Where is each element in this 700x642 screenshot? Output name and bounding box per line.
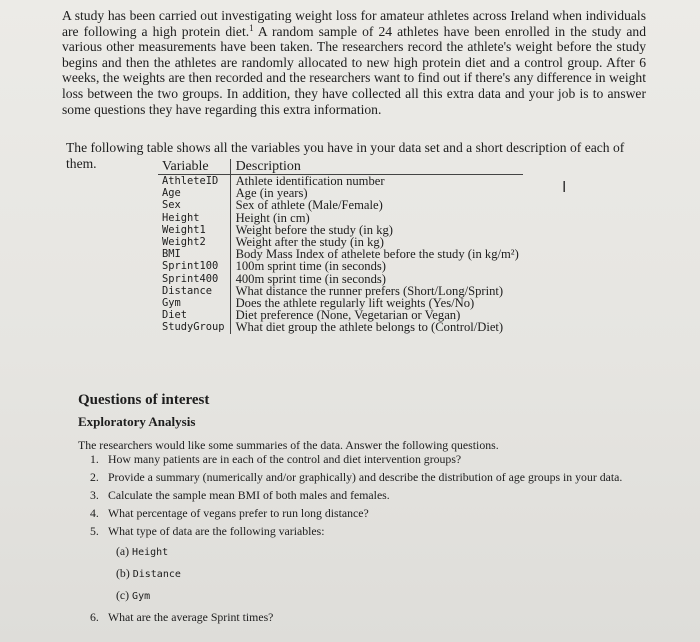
text-cursor-icon: I: [562, 178, 567, 196]
sub-question-variable: Height: [132, 547, 169, 558]
table-row: [158, 212, 523, 224]
variable-name: Distance: [162, 284, 213, 297]
variable-description: 400m sprint time (in seconds): [230, 273, 523, 285]
sub-question-label: (a): [116, 544, 130, 558]
sub-question-variable: Gym: [132, 591, 151, 602]
variable-name: Weight1: [162, 223, 206, 236]
question-text: What type of data are the following variables:: [108, 524, 325, 538]
variable-description: Weight before the study (in kg): [230, 224, 523, 236]
questions-intro-text: The researchers would like some summaries of the data. Answer the following questions.: [78, 438, 499, 452]
variable-description: Weight after the study (in kg): [230, 236, 523, 248]
variable-name: Diet: [162, 309, 188, 322]
question-text: Provide a summary (numerically and/or graphically) and describe the distribution of age groups in your data.: [108, 470, 623, 484]
sub-question-item: [116, 589, 630, 603]
question-text: How many patients are in each of the control and diet intervention groups?: [108, 452, 462, 466]
question-text: Calculate the sample mean BMI of both males and females.: [108, 488, 390, 502]
question-text: What percentage of vegans prefer to run long distance?: [108, 506, 369, 520]
variable-name: Height: [162, 211, 200, 224]
variable-name: StudyGroup: [162, 321, 225, 334]
variable-name: Sex: [162, 199, 181, 212]
variable-description: Athlete identification number: [230, 175, 523, 188]
sub-question-list: [108, 545, 630, 603]
variable-name: Gym: [162, 297, 181, 310]
intro-paragraph: [62, 8, 646, 117]
variables-table: [158, 159, 523, 334]
variable-name: Sprint100: [162, 260, 219, 273]
variable-name: Age: [162, 187, 181, 200]
variable-description: Sex of athlete (Male/Female): [230, 199, 523, 211]
variable-description: Does the athlete regularly lift weights (Yes/No): [230, 297, 523, 309]
variable-name: AthleteID: [162, 175, 219, 187]
variable-name: Weight2: [162, 236, 206, 249]
intro-text: A study has been carried out investigating weight loss for amateur athletes across Ireland when individuals are following a high protein diet.: [62, 8, 646, 39]
variable-description: What distance the runner prefers (Short/Long/Sprint): [230, 285, 523, 297]
question-number: 5.: [90, 524, 99, 538]
variable-description: Diet preference (None, Vegetarian or Vegan): [230, 309, 523, 321]
variable-name: Sprint400: [162, 272, 219, 285]
table-row: [158, 273, 523, 285]
question-item: [70, 611, 630, 624]
table-intro-text: The following table shows all the variables you have in your data set and a short description of each of them.: [66, 140, 625, 171]
footnote-marker: 1: [249, 22, 254, 33]
sub-question-label: (b): [116, 566, 130, 580]
question-text: What are the average Sprint times?: [108, 610, 274, 624]
question-item: [70, 453, 630, 466]
header-variable: Variable: [158, 159, 230, 175]
variable-description: Body Mass Index of athelete before the study (in kg/m²): [230, 248, 523, 260]
question-number: 3.: [90, 488, 99, 502]
variable-name: BMI: [162, 248, 181, 261]
question-item: [70, 507, 630, 520]
intro-text-continued: A random sample of 24 athletes have been enrolled in the study and various other measurements have been taken. The researchers record the athlete's weight before the study begins and then the athletes are randomly allocated to new high protein diet and a control group. After 6 weeks, the weights are then recorded and the researchers want to find out if there's any difference in weight loss between the two groups. In addition, they have collected all this extra data and your job is to answer some questions they have regarding this extra information.: [62, 23, 646, 117]
variable-description: Age (in years): [230, 187, 523, 199]
question-item: [70, 525, 630, 603]
header-description: Description: [230, 159, 523, 175]
sub-question-item: [116, 567, 630, 581]
question-number: 1.: [90, 452, 99, 466]
variable-description: What diet group the athlete belongs to (Control/Diet): [230, 321, 523, 333]
sub-question-label: (c): [116, 588, 130, 602]
variable-description: 100m sprint time (in seconds): [230, 260, 523, 272]
question-item: [70, 489, 630, 502]
table-row: [158, 260, 523, 272]
table-row: [158, 175, 523, 188]
exploratory-analysis-heading: Exploratory Analysis: [78, 414, 196, 429]
question-item: [70, 471, 630, 484]
sub-question-item: [116, 545, 630, 559]
variable-description: Height (in cm): [230, 212, 523, 224]
question-number: 6.: [90, 610, 99, 624]
table-row: [158, 199, 523, 211]
table-row: [158, 321, 523, 333]
question-number: 4.: [90, 506, 99, 520]
questions-heading: Questions of interest: [78, 392, 210, 408]
sub-question-variable: Distance: [132, 569, 181, 580]
questions-list: [70, 453, 630, 629]
question-number: 2.: [90, 470, 99, 484]
